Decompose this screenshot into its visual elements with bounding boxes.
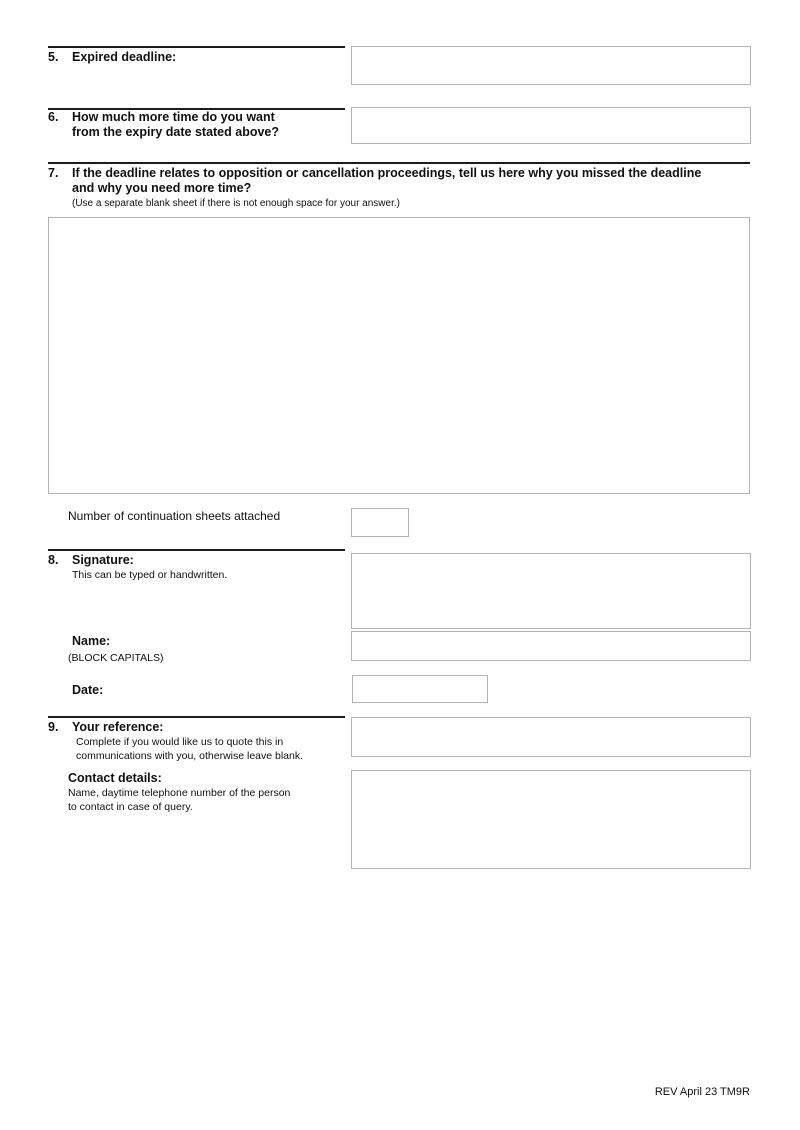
contact-details-note-line-1: Name, daytime telephone number of the person [68,787,291,799]
item-8-title: Signature: [72,553,134,567]
divider-item-9 [48,716,345,718]
your-reference-input[interactable] [351,717,751,757]
item-7-title [72,166,762,196]
item-9-title: Your reference: [72,720,164,734]
item-7-title-line-2: and why you need more time? [72,181,252,195]
continuation-sheets-input[interactable] [351,508,409,537]
item-7-number: 7. [48,166,59,180]
name-input[interactable] [351,631,751,661]
item-8-note: This can be typed or handwritten. [72,569,228,581]
name-label: Name: [72,634,111,648]
item-9-note-line-1: Complete if you would like us to quote this in [76,736,284,748]
continuation-sheets-label: Number of continuation sheets attached [68,509,281,523]
name-block-capitals-note: (BLOCK CAPITALS) [68,652,164,664]
contact-details-label: Contact details: [68,771,162,785]
item-6-title-line-2: from the expiry date stated above? [72,125,280,139]
expired-deadline-input[interactable] [351,46,751,85]
form-revision-footer: REV April 23 TM9R [654,1086,750,1098]
divider-item-8 [48,549,345,551]
item-9-number: 9. [48,720,59,734]
date-label: Date: [72,683,104,697]
item-9-note [76,736,303,763]
item-9-note-line-2: communications with you, otherwise leave blank. [76,749,304,762]
item-5-title: Expired deadline: [72,50,177,64]
item-7-note: (Use a separate blank sheet if there is not enough space for your answer.) [72,198,400,209]
item-8-number: 8. [48,553,59,567]
divider-item-5 [48,46,345,48]
item-6-title [72,110,279,140]
contact-details-textarea[interactable] [351,770,751,869]
divider-item-7 [48,162,750,164]
more-time-input[interactable] [351,107,751,144]
item-5-number: 5. [48,50,59,64]
item-6-title-line-1: How much more time do you want [72,110,275,124]
item-7-title-line-1: If the deadline relates to opposition or cancellation proceedings, tell us here why you missed the deadline [72,166,702,180]
contact-details-note-line-2: to contact in case of query. [68,800,193,813]
item-6-number: 6. [48,110,59,124]
contact-details-note [68,787,290,814]
date-input[interactable] [352,675,488,703]
signature-input[interactable] [351,553,751,629]
reason-textarea[interactable] [48,217,750,494]
